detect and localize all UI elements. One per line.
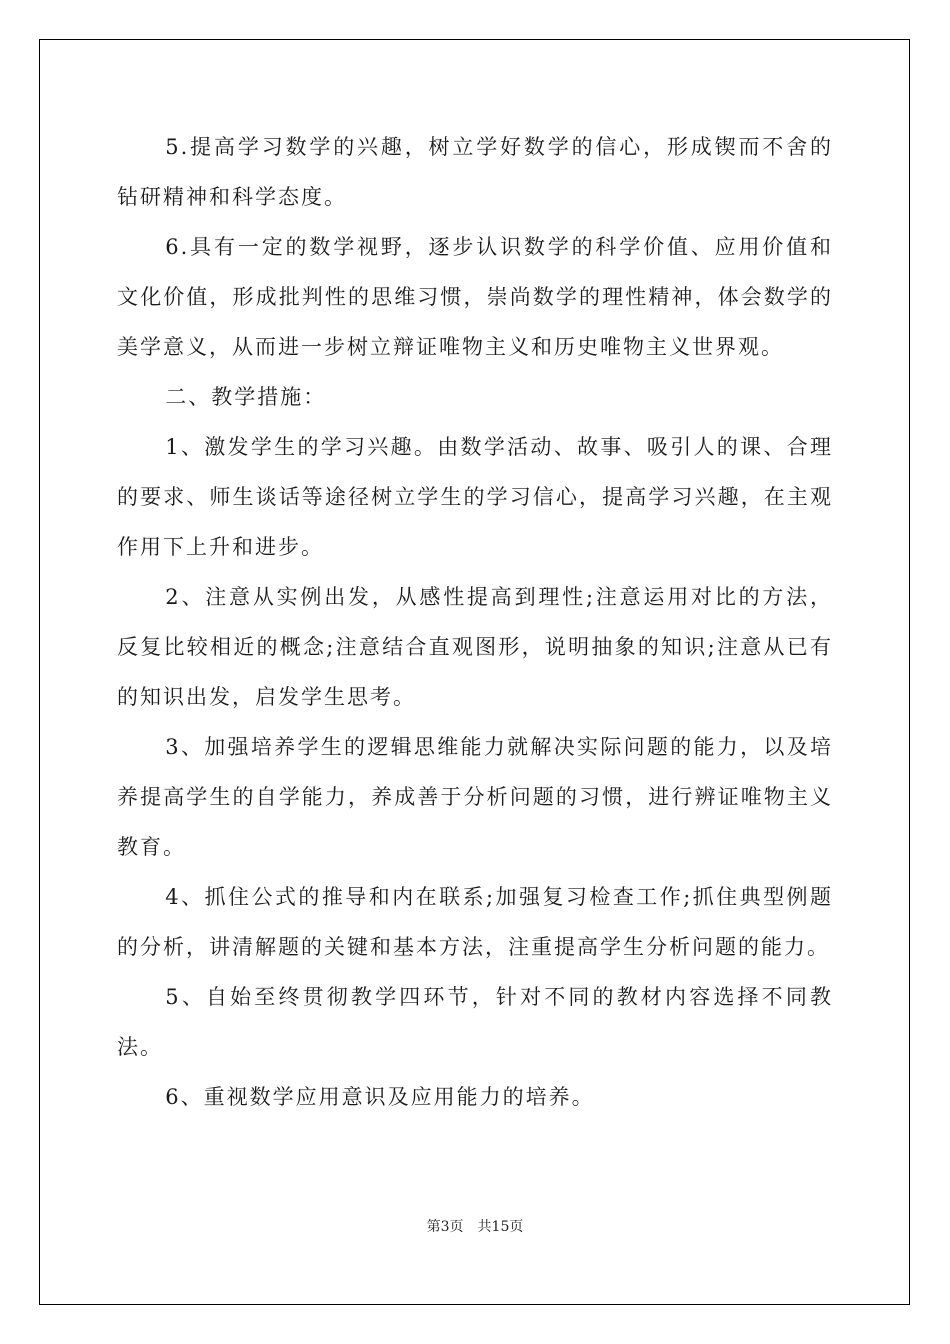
paragraph-measure-5: 5、自始至终贯彻教学四环节，针对不同的教材内容选择不同教法。 xyxy=(117,985,833,1059)
paragraph-measure-1: 1、激发学生的学习兴趣。由数学活动、故事、吸引人的课、合理的要求、师生谈话等途径树立学生的学习信心，提高学习兴趣，在主观作用下上升和进步。 xyxy=(117,435,833,559)
paragraph-measure-2: 2、注意从实例出发，从感性提高到理性;注意运用对比的方法，反复比较相近的概念;注意结合直观图形，说明抽象的知识;注意从已有的知识出发，启发学生思考。 xyxy=(117,585,833,709)
page-number: 第3页 xyxy=(426,1219,464,1235)
document-body xyxy=(117,122,833,1122)
page-footer xyxy=(0,1216,950,1236)
paragraph-goal-6: 6.具有一定的数学视野，逐步认识数学的科学价值、应用价值和文化价值，形成批判性的思维习惯，崇尚数学的理性精神，体会数学的美学意义，从而进一步树立辩证唯物主义和历史唯物主义世界观。 xyxy=(117,235,833,359)
section-heading-teaching-measures: 二、教学措施： xyxy=(165,385,327,409)
paragraph-measure-6: 6、重视数学应用意识及应用能力的培养。 xyxy=(165,1085,595,1109)
page-total: 共15页 xyxy=(477,1219,524,1235)
paragraph-goal-5: 5.提高学习数学的兴趣，树立学好数学的信心，形成锲而不舍的钻研精神和科学态度。 xyxy=(117,135,833,209)
paragraph-measure-4: 4、抓住公式的推导和内在联系;加强复习检查工作;抓住典型例题的分析，讲清解题的关键和基本方法，注重提高学生分析问题的能力。 xyxy=(117,885,833,959)
paragraph-measure-3: 3、加强培养学生的逻辑思维能力就解决实际问题的能力，以及培养提高学生的自学能力，养成善于分析问题的习惯，进行辨证唯物主义教育。 xyxy=(117,735,833,859)
